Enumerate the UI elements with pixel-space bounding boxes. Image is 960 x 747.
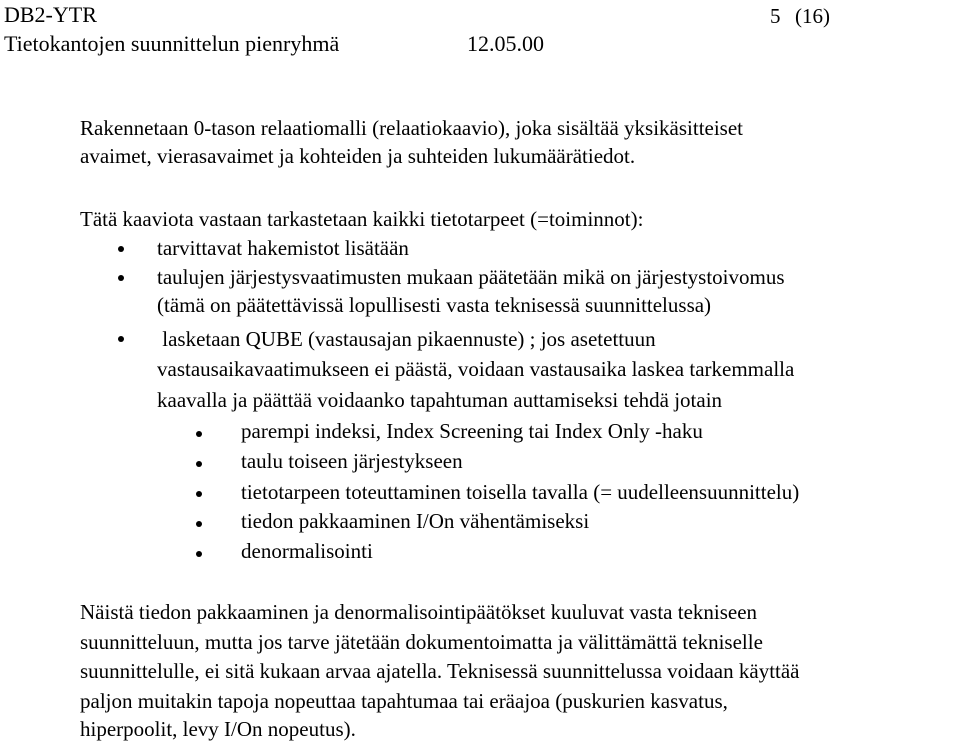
bullet-icon bbox=[118, 246, 124, 252]
list-item-text: taulu toiseen järjestykseen bbox=[241, 449, 463, 473]
doc-subtitle: Tietokantojen suunnittelun pienryhmä bbox=[4, 31, 340, 56]
bullet-icon bbox=[196, 431, 202, 437]
intro-line: Rakennetaan 0-tason relaatiomalli (relaatiokaavio), joka sisältää yksikäsitteiset bbox=[80, 116, 744, 140]
list-item-text: vastausaikavaatimukseen ei päästä, voidaan vastausaika laskea tarkemmalla bbox=[157, 357, 795, 381]
bullet-icon bbox=[196, 551, 202, 557]
intro-line: avaimet, vierasavaimet ja kohteiden ja suhteiden lukumäärätiedot. bbox=[80, 144, 636, 168]
list-item-text: (tämä on päätettävissä lopullisesti vasta teknisessä suunnittelussa) bbox=[157, 293, 712, 317]
bullet-icon bbox=[196, 461, 202, 467]
closing-line: paljon muitakin tapoja nopeuttaa tapahtumaa tai eräajoa (puskurien kasvatus, bbox=[80, 689, 728, 713]
bullet-icon bbox=[118, 336, 124, 342]
doc-date: 12.05.00 bbox=[467, 31, 544, 56]
closing-line: suunnittelulle, ei sitä kukaan arvaa ajatella. Teknisessä suunnittelussa voidaan käyttää bbox=[80, 659, 800, 683]
list-item-text: kaavalla ja päättää voidaanko tapahtuman auttamiseksi tehdä jotain bbox=[157, 388, 723, 412]
list-item-text: tiedon pakkaaminen I/On vähentämiseksi bbox=[241, 509, 590, 533]
list-item-text: tarvittavat hakemistot lisätään bbox=[157, 236, 409, 260]
page-total: (16) bbox=[795, 4, 830, 28]
list-item-text: taulujen järjestysvaatimusten mukaan päätetään mikä on järjestystoivomus bbox=[157, 265, 785, 289]
doc-code: DB2-YTR bbox=[4, 2, 97, 27]
list-item-text: parempi indeksi, Index Screening tai Index Only -haku bbox=[241, 419, 703, 443]
bullet-icon bbox=[196, 491, 202, 497]
checks-intro: Tätä kaaviota vastaan tarkastetaan kaikki tietotarpeet (=toiminnot): bbox=[80, 207, 644, 231]
bullet-icon bbox=[196, 521, 202, 527]
closing-line: Näistä tiedon pakkaaminen ja denormalisointipäätökset kuuluvat vasta tekniseen bbox=[80, 600, 758, 624]
list-item-text: tietotarpeen toteuttaminen toisella tavalla (= uudelleensuunnittelu) bbox=[241, 480, 800, 504]
bullet-icon bbox=[118, 275, 124, 281]
page-number: 5 bbox=[770, 4, 781, 28]
closing-line: hiperpoolit, levy I/On nopeutus). bbox=[80, 717, 356, 741]
closing-line: suunnitteluun, mutta jos tarve jätetään dokumentoimatta ja välittämättä tekniselle bbox=[80, 630, 763, 654]
list-item-text: lasketaan QUBE (vastausajan pikaennuste) ; jos asetettuun bbox=[157, 327, 656, 351]
list-item-text: denormalisointi bbox=[241, 539, 373, 563]
